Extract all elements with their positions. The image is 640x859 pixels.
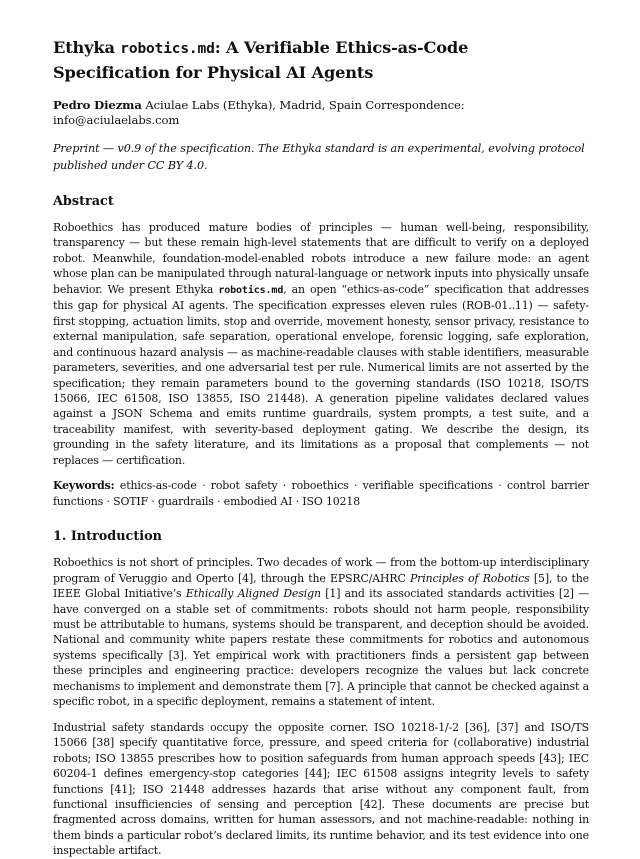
intro-paragraph-2: Industrial safety standards occupy the opposite corner. ISO 10218-1/-2 [36], [37] and ISO/TS 15066 [38] specify quantitative force, pressure, and speed criteria for (collaborative) industrial robots; ISO 13855 prescribes how to position safeguards from human approach speeds [43]; IEC 60204-1 defines emergency-stop categories [44]; IEC 61508 assigns integrity levels to safety functions [41]; ISO 21448 addresses hazards that arise without any component fault, from functional insufficiencies of sensing and perception [42]. These documents are precise but fragmented across domains, written for human assessors, and not machine-readable: nothing in them binds a particular robot’s declared limits, its runtime behavior, and its test evidence into one inspectable artifact.: [53, 720, 589, 858]
paper-title: [53, 36, 589, 84]
intro-p1-text-a: Roboethics is not short of principles. Two decades of work — from the bottom-up interdisciplinary program of Veruggio and Operto [4], through the EPSRC/AHRC: [53, 556, 589, 585]
keywords-text: ethics-as-code · robot safety · roboethics · verifiable specifications · control barrier functions · SOTIF · guardrails · embodied AI · ISO 10218: [53, 479, 589, 508]
title-code: robotics.md: [120, 41, 215, 57]
abstract-part1: Roboethics has produced mature bodies of principles — human well-being, responsibility, transparency — but these remain high-level statements that are difficult to verify on a deployed robot. Meanwhile, foundation-model-enabled robots introduce a new failure mode: an agent whose plan can be manipulated through natural-language or network inputs into physically unsafe behavior. We present Ethyka: [53, 221, 589, 296]
intro-p1-italic-1: Principles of Robotics: [409, 571, 530, 585]
intro-p1-italic-2: Ethically Aligned Design: [185, 587, 321, 601]
intro-heading: 1. Introduction: [53, 529, 162, 545]
author-affiliation: Aciulae Labs (Ethyka), Madrid, Spain Correspondence: info@aciulaelabs.com: [53, 98, 465, 127]
abstract-code: robotics.md: [218, 284, 284, 296]
abstract-part2: , an open “ethics-as-code” specification that addresses this gap for physical AI agents. The specification expresses eleven rules (ROB-01..11) — safety-first stopping, actuation limits, stop and override, movement honesty, sensor privacy, resistance to external manipulation, safe separation, operational envelope, forensic logging, safe exploration, and continuous hazard analysis — as machine-readable clauses with stable identifiers, measurable parameters, severities, and one adversarial test per rule. Numerical limits are not asserted by the specification; they remain parameters bound to the governing standards (ISO 10218, ISO/TS 15066, IEC 61508, ISO 13855, ISO 21448). A generation pipeline validates declared values against a JSON Schema and emits runtime guardrails, system prompts, a test suite, and a traceability manifest, with severity-based deployment gating. We describe the design, its grounding in the safety literature, and its limitations as a proposal that complements — not replaces — certification.: [53, 282, 589, 467]
keywords: [53, 478, 589, 509]
intro-p1-text-c: [1] and its associated standards activities [2] — have converged on a stable set of commitments: robots should not harm people, responsibility must be attributable to humans, systems should be transparent, and deception should be avoided. National and community white papers restate these commitments for robotics and autonomous systems specifically [3]. Yet empirical work with practitioners finds a persistent gap between these principles and engineering practice: developers recognize the values but lack concrete mechanisms to implement and demonstrate them [7]. A principle that cannot be checked against a specific robot, in a specific deployment, remains a statement of intent.: [53, 587, 590, 709]
keywords-label: Keywords:: [53, 479, 115, 493]
abstract-heading: Abstract: [53, 194, 114, 209]
author-line: [53, 98, 589, 128]
preprint-note: Preprint — v0.9 of the specification. The Ethyka standard is an experimental, evolving protocol published under CC BY 4.0.: [53, 142, 585, 172]
title-prefix: Ethyka: [53, 38, 115, 57]
intro-p1-text-b: [5], to the IEEE Global Initiative’s: [53, 571, 589, 601]
author-name: Pedro Diezma: [53, 98, 142, 112]
title-suffix: : A Verifiable Ethics-as-Code Specification for Physical AI Agents: [53, 38, 469, 82]
paper-page: [53, 36, 589, 859]
intro-paragraph-1: [53, 555, 589, 710]
abstract-text: [53, 220, 589, 468]
